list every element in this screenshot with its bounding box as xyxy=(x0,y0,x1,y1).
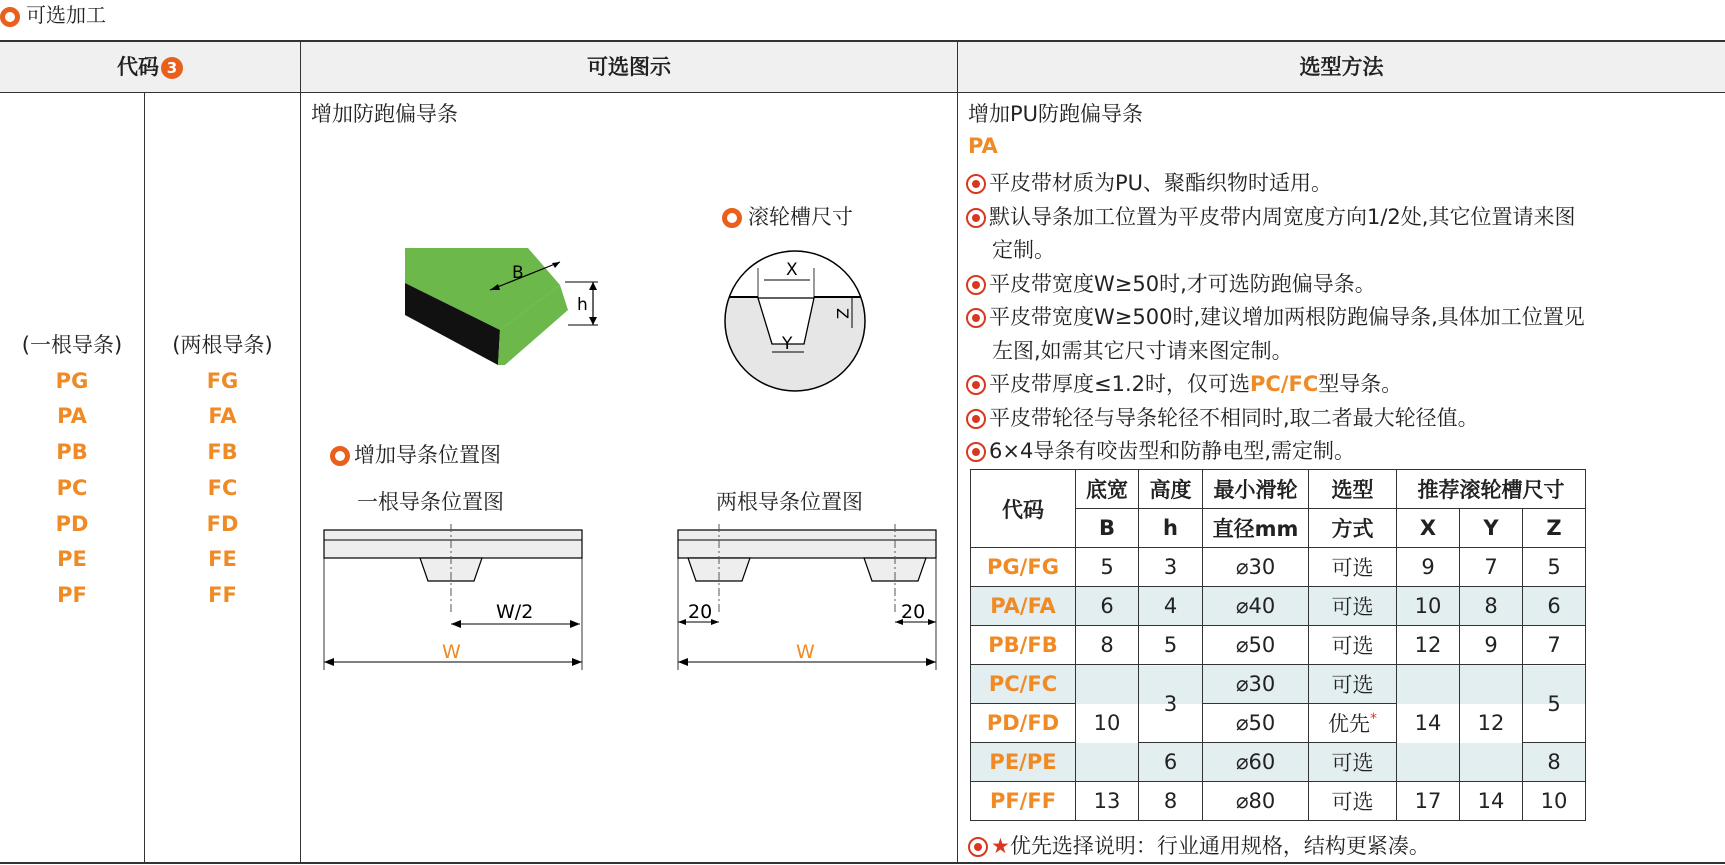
bullet-item: 平皮带厚度≤1.2时，仅可选PC/FC型导条。 xyxy=(966,368,1585,402)
code-item: PC xyxy=(56,475,88,500)
bullet-item: 平皮带宽度W≥50时,才可选防跑偏导条。 xyxy=(966,268,1585,302)
section-title xyxy=(0,2,106,28)
footnote xyxy=(968,830,1430,860)
th-height-2: h xyxy=(1139,509,1203,548)
groove-circle-diagram xyxy=(720,246,870,396)
star-icon: ★ xyxy=(991,834,1010,858)
bullet-item: 平皮带轮径与导条轮径不相同时,取二者最大轮径值。 xyxy=(966,402,1585,436)
table-row: PA/FA 6 4 ⌀40 可选 10 8 6 xyxy=(971,587,1586,626)
z-label: Z xyxy=(833,308,852,319)
code-item: FE xyxy=(208,547,237,572)
method-title: 增加PU防跑偏导条 xyxy=(968,102,1144,126)
belt-3d-illustration xyxy=(400,240,610,370)
w-half-label: W/2 xyxy=(496,601,534,623)
arrow-head-icon xyxy=(678,619,686,625)
code-item: PD xyxy=(55,511,89,536)
x-label: X xyxy=(786,260,798,280)
method-bullets xyxy=(966,167,1585,469)
bullet-icon xyxy=(966,409,986,429)
arrow-head-icon xyxy=(589,317,597,325)
code-item: FB xyxy=(207,440,238,465)
frame-bottom-line xyxy=(0,862,1725,864)
double-position-title: 两根导条位置图 xyxy=(716,490,863,514)
bullet-icon xyxy=(966,442,986,462)
w-label: W xyxy=(796,641,815,663)
code-item: FF xyxy=(208,582,237,607)
frame-col-divider-3 xyxy=(957,41,958,863)
section-title-text: 可选加工 xyxy=(26,3,106,27)
code-item: FD xyxy=(206,511,239,536)
th-height-1: 高度 xyxy=(1139,470,1203,509)
header-code xyxy=(0,42,300,92)
bullet-icon xyxy=(966,174,986,194)
star-mark: * xyxy=(1370,711,1377,727)
belt-section xyxy=(324,530,582,558)
belt-section xyxy=(678,530,936,558)
arrow-head-icon xyxy=(678,658,688,666)
th-code: 代码 xyxy=(971,470,1076,548)
twenty-label-left: 20 xyxy=(688,601,713,623)
th-dia-1: 最小滑轮 xyxy=(1203,470,1309,509)
bullet-icon xyxy=(966,208,986,228)
arrow-head-icon xyxy=(928,619,936,625)
w-label: W xyxy=(442,641,461,663)
bullet-icon xyxy=(968,837,988,857)
code-item: FA xyxy=(208,404,237,429)
circle-icon xyxy=(330,446,350,466)
position-title xyxy=(330,439,501,469)
bullet-item: 平皮带材质为PU、聚酯织物时适用。 xyxy=(966,167,1585,201)
bullet-icon xyxy=(966,308,986,328)
diagram-title: 增加防跑偏导条 xyxy=(311,102,458,126)
arrow-head-icon xyxy=(552,262,560,268)
th-width-2: B xyxy=(1076,509,1139,548)
number-badge-icon: 3 xyxy=(161,57,183,79)
table-row: PD/FD ⌀50 优先* xyxy=(971,704,1586,743)
double-guide-codes xyxy=(145,328,300,614)
table-row: PF/FF 13 8 ⌀80 可选 17 14 10 xyxy=(971,782,1586,821)
th-type-2: 方式 xyxy=(1309,509,1397,548)
bullet-icon xyxy=(966,375,986,395)
twenty-label-right: 20 xyxy=(901,601,926,623)
header-code-text: 代码 xyxy=(117,55,159,79)
th-type-1: 选型 xyxy=(1309,470,1397,509)
position-title-text: 增加导条位置图 xyxy=(354,443,501,467)
bullet-item: 默认导条加工位置为平皮带内周宽度方向1/2处,其它位置请来图 xyxy=(966,201,1585,235)
frame-header-line xyxy=(0,92,1725,93)
code-item: PG xyxy=(55,368,89,393)
header-method: 选型方法 xyxy=(958,42,1725,92)
th-groove: 推荐滚轮槽尺寸 xyxy=(1397,470,1586,509)
b-label: B xyxy=(512,263,524,283)
single-guide-label: (一根导条) xyxy=(21,333,123,357)
code-item: FC xyxy=(207,475,238,500)
header-diagram: 可选图示 xyxy=(301,42,957,92)
h-label: h xyxy=(577,295,588,315)
bullet-item-cont: 左图,如需其它尺寸请来图定制。 xyxy=(992,338,1293,363)
code-item: PB xyxy=(56,440,88,465)
groove-title-text: 滚轮槽尺寸 xyxy=(748,205,853,229)
circle-icon xyxy=(722,208,742,228)
double-guide-label: (两根导条) xyxy=(172,333,273,357)
table-row: PG/FG 5 3 ⌀30 可选 9 7 5 xyxy=(971,548,1586,587)
bullet-item: 平皮带宽度W≥500时,建议增加两根防跑偏导条,具体加工位置见 xyxy=(966,301,1585,335)
frame-col-divider-2 xyxy=(300,41,301,863)
table-row: PB/FB 8 5 ⌀50 可选 12 9 7 xyxy=(971,626,1586,665)
arrow-head-icon xyxy=(572,658,582,666)
arrow-head-icon xyxy=(711,619,719,625)
arrow-head-icon xyxy=(570,620,580,628)
double-guide-diagram xyxy=(676,524,941,672)
code-item: FG xyxy=(206,368,239,393)
bullet-item-cont: 定制。 xyxy=(992,238,1055,262)
code-item: PA xyxy=(57,404,87,429)
table-row: PC/FC 10 3 ⌀30 可选 14 12 5 xyxy=(971,665,1586,704)
circle-icon xyxy=(0,7,20,27)
table-row: PE/PE 6 ⌀60 可选 8 xyxy=(971,743,1586,782)
single-position-title: 一根导条位置图 xyxy=(357,490,504,514)
th-z: Z xyxy=(1523,509,1586,548)
arrow-head-icon xyxy=(324,658,334,666)
arrow-head-icon xyxy=(589,282,597,290)
code-item: PE xyxy=(57,547,87,572)
arrow-head-icon xyxy=(926,658,936,666)
th-dia-2: 直径mm xyxy=(1203,509,1309,548)
single-guide-codes xyxy=(0,328,144,614)
spec-table xyxy=(970,469,1586,821)
y-label: Y xyxy=(782,334,793,354)
footnote-text: 优先选择说明：行业通用规格，结构更紧凑。 xyxy=(1009,834,1430,858)
bullet-item: 6×4导条有咬齿型和防静电型,需定制。 xyxy=(966,435,1585,469)
code-item: PF xyxy=(57,582,87,607)
method-code: PA xyxy=(968,134,998,158)
groove-title xyxy=(722,201,853,231)
th-y: Y xyxy=(1460,509,1523,548)
th-x: X xyxy=(1397,509,1460,548)
th-width-1: 底宽 xyxy=(1076,470,1139,509)
bullet-icon xyxy=(966,275,986,295)
single-guide-diagram xyxy=(322,524,587,672)
arrow-head-icon xyxy=(451,620,461,628)
